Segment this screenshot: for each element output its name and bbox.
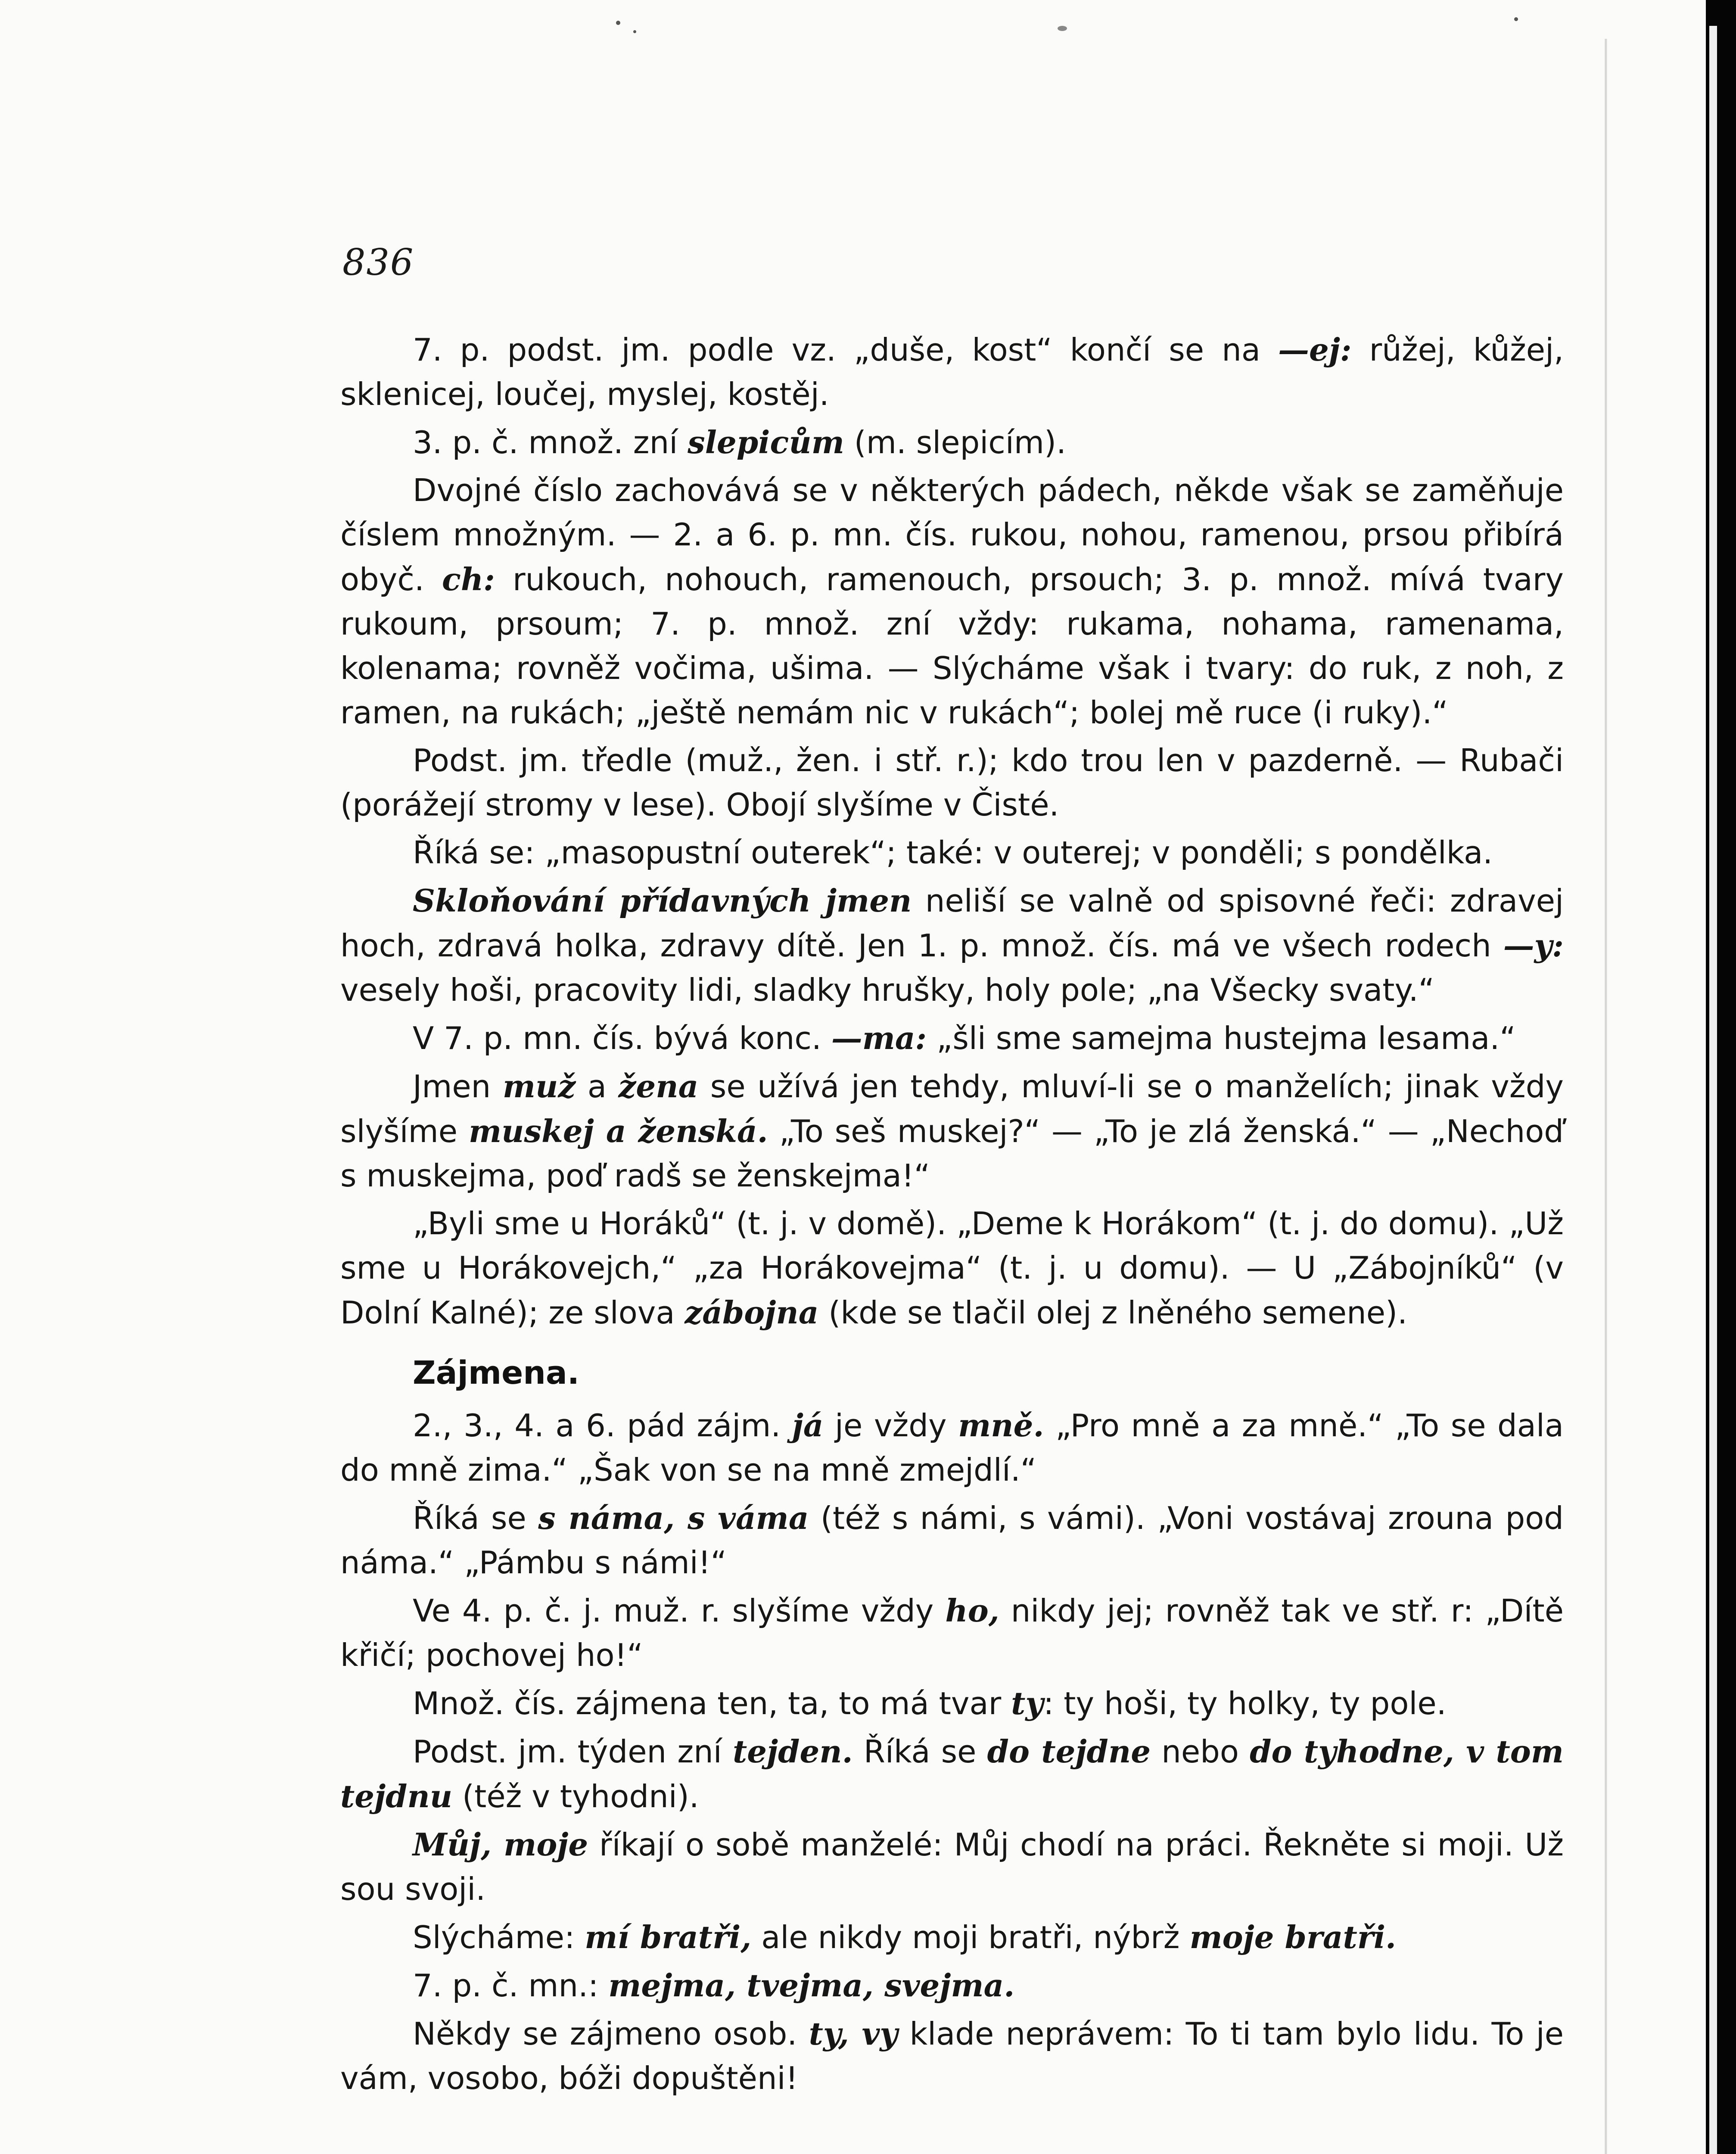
emphasis: zábojna	[684, 1294, 819, 1331]
emphasis: muž	[502, 1068, 576, 1105]
paragraph-p4: Podst. jm. tředle (muž., žen. i stř. r.); kdo trou len v pazderně. — Rubači (porážejí stromy v lese). Obojí slyšíme v Čisté.	[340, 742, 1564, 823]
section-heading: Zájmena.	[413, 1354, 579, 1391]
emphasis: slepicům	[688, 424, 844, 461]
emphasis: do tejdne	[987, 1733, 1151, 1770]
paragraph-p1: 7. p. podst. jm. podle vz. „duše, kost“ končí se na —ej: růžej, kůžej, sklenicej, loučej, myslej, kostěj.	[340, 331, 1564, 412]
emphasis: muskej a ženská.	[468, 1113, 768, 1149]
emphasis: —ma:	[831, 1020, 927, 1056]
page-number: 836	[342, 241, 414, 283]
paragraph-p5: Říká se: „masopustní outerek“; také: v outerej; v ponděli; s pondělka.	[413, 834, 1493, 871]
dust-speck	[1514, 17, 1518, 21]
paragraph-p10: 2., 3., 4. a 6. pád zájm. já je vždy mně. „Pro mně a za mně.“ „To se dala do mně zima.“ „Šak von se na mně zmejdlí.“	[340, 1407, 1564, 1488]
emphasis: Skloňování přídavných jmen	[413, 882, 912, 919]
emphasis: ch:	[442, 561, 495, 598]
emphasis: žena	[618, 1068, 699, 1105]
paragraph-p11: Říká se s náma, s váma (též s námi, s vámi). „Voni vostávaj zrouna pod náma.“ „Pámbu s námi!“	[340, 1500, 1564, 1581]
paragraph-p15: Můj, moje říkají o sobě manželé: Můj chodí na práci. Řekněte si moji. Už sou svoji.	[340, 1826, 1564, 1907]
emphasis: Můj, moje	[413, 1826, 588, 1863]
paragraph-p7: V 7. p. mn. čís. bývá konc. —ma: „šli sme samejma hustejma lesama.“	[413, 1020, 1516, 1056]
paragraph-p14: Podst. jm. týden zní tejden. Říká se do tejdne nebo do tyhodne, v tom tejdnu (též v tyhodni).	[340, 1733, 1564, 1815]
emphasis: mejma, tvejma, svejma.	[608, 1967, 1015, 2004]
emphasis: já	[792, 1407, 824, 1444]
paragraph-p9: „Byli sme u Horáků“ (t. j. v domě). „Deme k Horákom“ (t. j. do domu). „Už sme u Horákovejch,“ „za Horákovejma“ (t. j. u domu). — U „Zábojníků“ (v Dolní Kalné); ze slova zábojna (kde se tlačil olej z lněného semene).	[340, 1205, 1564, 1331]
emphasis: moje bratři.	[1189, 1919, 1397, 1955]
paragraph-p6: Skloňování přídavných jmen neliší se valně od spisovné řeči: zdravej hoch, zdravá holka, zdravy dítě. Jen 1. p. množ. čís. má ve všech rodech —y: vesely hoši, pracovity lidi, sladky hrušky, holy pole; „na Všecky svaty.“	[340, 882, 1564, 1008]
emphasis: ho,	[945, 1592, 999, 1629]
paragraph-p8: Jmen muž a žena se užívá jen tehdy, mluví-li se o manželích; jinak vždy slyšíme muskej a ženská. „To seš muskej?“ — „To je zlá ženská.“ — „Nechoď s muskejma, poď radš se ženskejma!“	[340, 1068, 1564, 1194]
next-page-edge	[1709, 26, 1717, 2154]
dust-speck	[1058, 26, 1067, 31]
emphasis: mí bratři,	[585, 1919, 752, 1955]
paragraph-p3: Dvojné číslo zachovává se v některých pádech, někde však se zaměňuje číslem množným. — 2. a 6. p. mn. čís. rukou, nohou, ramenou, prsou přibírá obyč. ch: rukouch, nohouch, ramenouch, prsouch; 3. p. množ. mívá tvary rukoum, prsoum; 7. p. množ. zní vždy: rukama, nohama, ramenama, kolenama; rovněž vočima, ušima. — Slýcháme však i tvary: do ruk, z noh, z ramen, na rukách; „ještě nemám nic v rukách“; bolej mě ruce (i ruky).“	[340, 472, 1564, 731]
body-text	[340, 327, 1564, 2104]
emphasis: —y:	[1503, 927, 1564, 964]
paragraph-p17: 7. p. č. mn.: mejma, tvejma, svejma.	[413, 1967, 1015, 2004]
emphasis: s náma, s váma	[538, 1500, 809, 1536]
paragraph-p2: 3. p. č. množ. zní slepicům (m. slepicím).	[413, 424, 1066, 461]
dust-speck	[633, 30, 636, 33]
emphasis: ty, vy	[809, 2015, 898, 2052]
scan-margin	[1706, 0, 1736, 2154]
dust-speck	[616, 21, 620, 25]
emphasis: tejden.	[732, 1733, 853, 1770]
emphasis: mně.	[958, 1407, 1044, 1444]
paragraph-group-pronouns	[340, 1403, 1564, 2101]
paragraph-p13: Množ. čís. zájmena ten, ta, to má tvar ty: ty hoši, ty holky, ty pole.	[413, 1685, 1447, 1721]
paragraph-group-intro	[340, 327, 1564, 1335]
paragraph-p16: Slýcháme: mí bratři, ale nikdy moji bratři, nýbrž moje bratři.	[413, 1919, 1397, 1955]
page-gutter-shadow	[1605, 39, 1607, 2154]
emphasis: —ej:	[1278, 331, 1352, 368]
emphasis: do tyhodne, v tom tejdnu	[340, 1733, 1564, 1815]
emphasis: ty	[1011, 1685, 1044, 1721]
paragraph-p12: Ve 4. p. č. j. muž. r. slyšíme vždy ho, nikdy jej; rovněž tak ve stř. r: „Dítě křičí; pochovej ho!“	[340, 1592, 1564, 1673]
paragraph-p18: Někdy se zájmeno osob. ty, vy klade neprávem: To ti tam bylo lidu. To je vám, vosobo, bóži dopuštěni!	[340, 2015, 1564, 2096]
